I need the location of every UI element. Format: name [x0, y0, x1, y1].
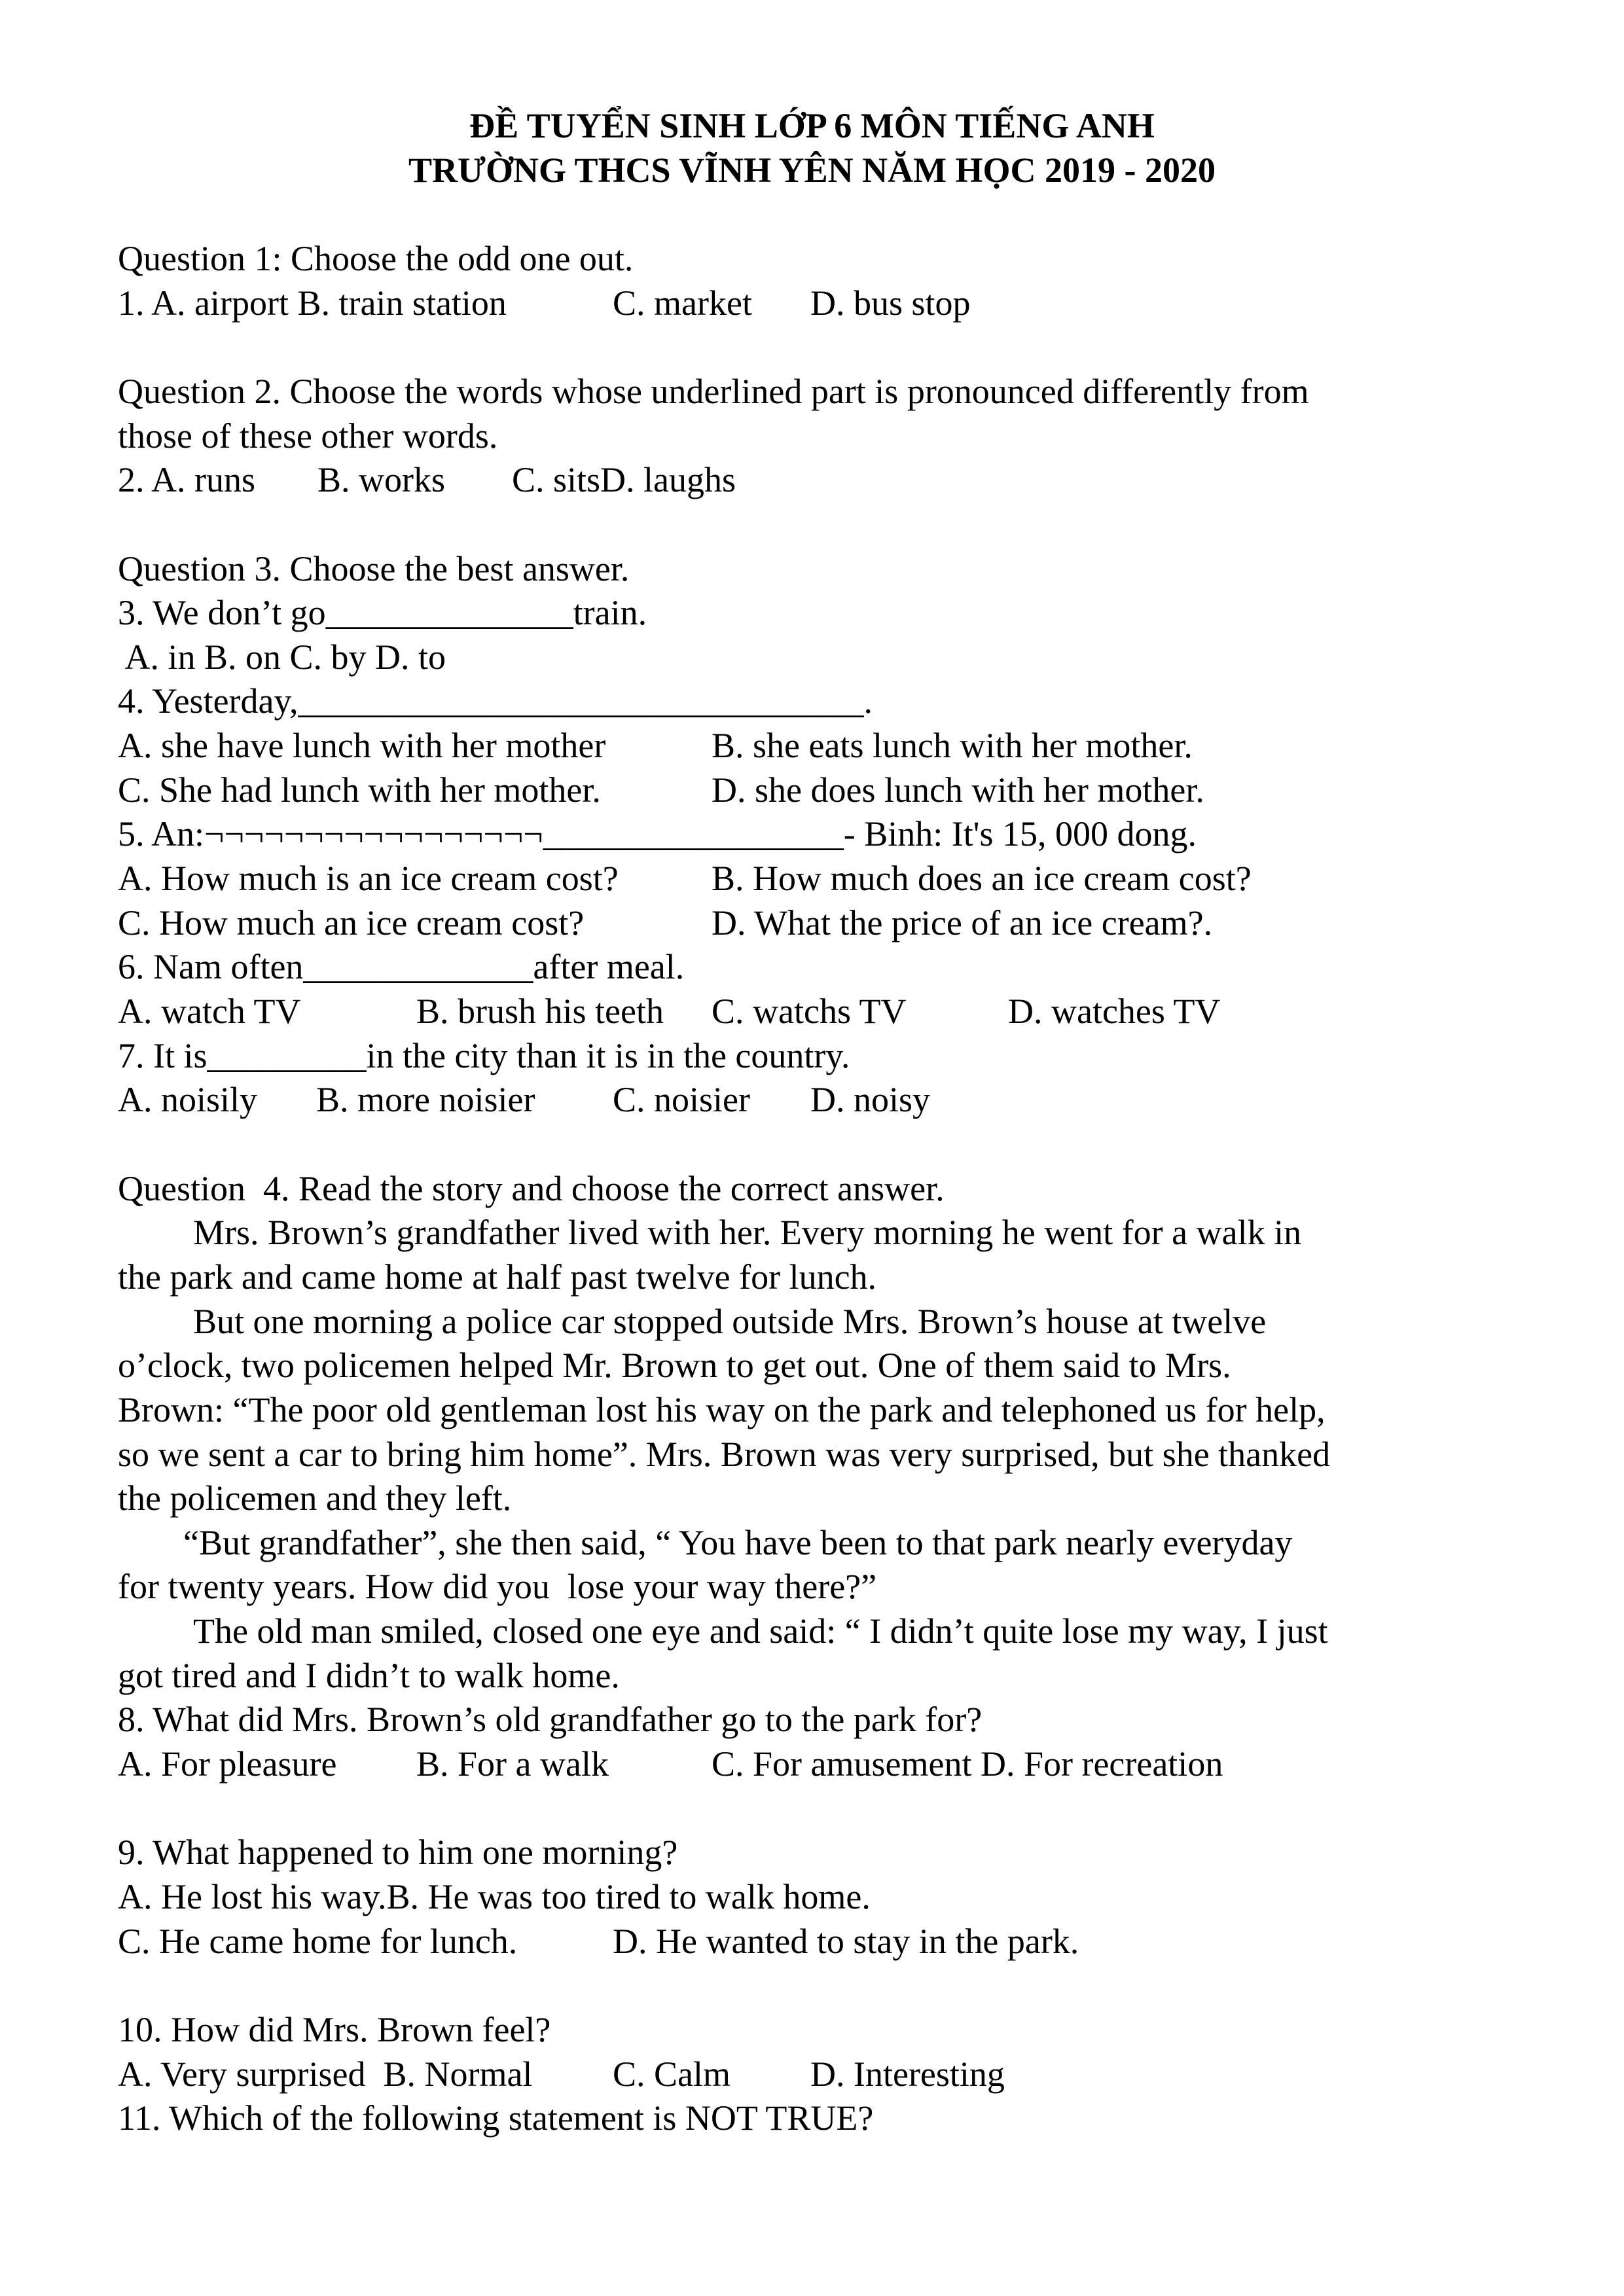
document-subtitle: TRƯỜNG THCS VĨNH YÊN NĂM HỌC 2019 - 2020 — [408, 150, 1216, 190]
document-title: ĐỀ TUYỂN SINH LỚP 6 MÔN TIẾNG ANH — [469, 106, 1155, 145]
